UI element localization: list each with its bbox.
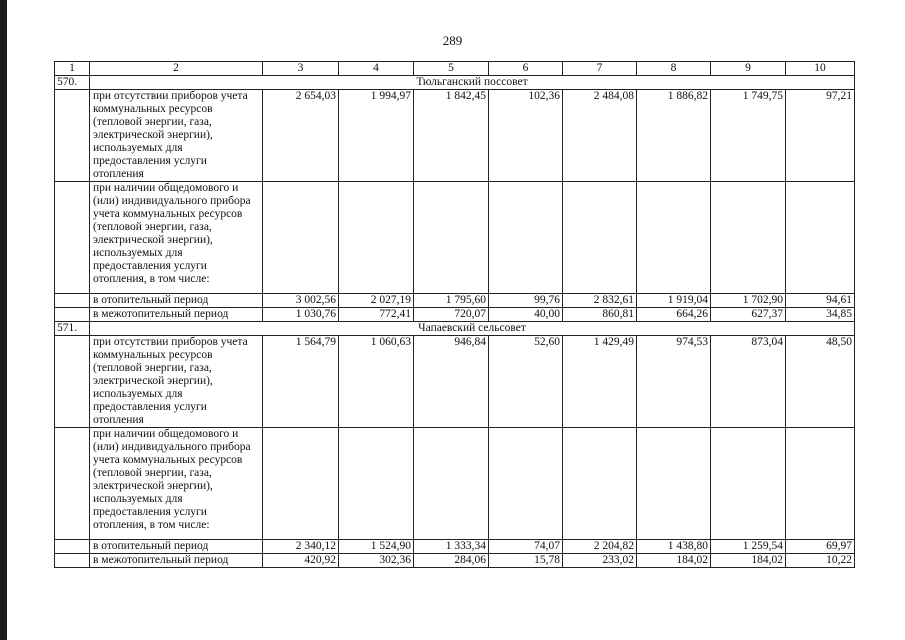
value-cell-col-9: [711, 182, 786, 294]
value-cell-col-8: [637, 182, 711, 294]
scan-edge-bar: [0, 0, 7, 640]
value-cell-col-3: 2 340,12: [263, 540, 339, 554]
value-cell-col-10: [786, 182, 855, 294]
value-cell-col-8: 974,53: [637, 336, 711, 428]
value-cell-col-3: [263, 182, 339, 294]
value-cell-col-8: 184,02: [637, 554, 711, 568]
value-cell-col-9: 1 702,90: [711, 294, 786, 308]
value-cell-col-5: 284,06: [414, 554, 489, 568]
table-row: [55, 336, 855, 428]
value-cell-col-4: [339, 182, 414, 294]
row-number-cell: [55, 294, 90, 308]
value-cell-col-5: 1 795,60: [414, 294, 489, 308]
column-header-6: 6: [489, 62, 563, 76]
table-row: [55, 554, 855, 568]
row-number-cell: [55, 428, 90, 540]
value-cell-col-8: 1 438,80: [637, 540, 711, 554]
value-cell-col-9: [711, 428, 786, 540]
value-cell-col-4: 2 027,19: [339, 294, 414, 308]
column-header-1: 1: [55, 62, 90, 76]
value-cell-col-4: 1 524,90: [339, 540, 414, 554]
value-cell-col-4: 1 060,63: [339, 336, 414, 428]
value-cell-col-10: 34,85: [786, 308, 855, 322]
value-cell-col-5: 946,84: [414, 336, 489, 428]
value-cell-col-7: 2 484,08: [563, 90, 637, 182]
section-number: 570.: [55, 76, 90, 90]
value-cell-col-10: 94,61: [786, 294, 855, 308]
section-title: Чапаевский сельсовет: [90, 322, 855, 336]
value-cell-col-3: 1 564,79: [263, 336, 339, 428]
value-cell-col-7: 2 204,82: [563, 540, 637, 554]
value-cell-col-4: 772,41: [339, 308, 414, 322]
column-header-5: 5: [414, 62, 489, 76]
value-cell-col-8: [637, 428, 711, 540]
section-title: Тюльганский поссовет: [90, 76, 855, 90]
row-label: при отсутствии приборов учета коммунальных ресурсов (тепловой энергии, газа, электрической энергии), используемых для предоставления услуги отопления: [90, 336, 263, 428]
row-number-cell: [55, 540, 90, 554]
value-cell-col-3: 2 654,03: [263, 90, 339, 182]
row-number-cell: [55, 554, 90, 568]
row-label: в отопительный период: [90, 294, 263, 308]
section-number: 571.: [55, 322, 90, 336]
value-cell-col-6: 102,36: [489, 90, 563, 182]
section-header-row: [55, 76, 855, 90]
row-number-cell: [55, 308, 90, 322]
value-cell-col-9: 873,04: [711, 336, 786, 428]
table-body: [55, 62, 855, 568]
value-cell-col-10: 69,97: [786, 540, 855, 554]
value-cell-col-10: 48,50: [786, 336, 855, 428]
value-cell-col-7: [563, 182, 637, 294]
row-label: в отопительный период: [90, 540, 263, 554]
column-header-3: 3: [263, 62, 339, 76]
value-cell-col-10: 10,22: [786, 554, 855, 568]
value-cell-col-5: [414, 428, 489, 540]
table-row: [55, 294, 855, 308]
column-header-9: 9: [711, 62, 786, 76]
value-cell-col-6: 15,78: [489, 554, 563, 568]
value-cell-col-6: [489, 428, 563, 540]
column-header-10: 10: [786, 62, 855, 76]
value-cell-col-10: 97,21: [786, 90, 855, 182]
value-cell-col-6: 99,76: [489, 294, 563, 308]
value-cell-col-5: 1 333,34: [414, 540, 489, 554]
row-number-cell: [55, 182, 90, 294]
table-row: [55, 540, 855, 554]
column-header-4: 4: [339, 62, 414, 76]
row-label: при отсутствии приборов учета коммунальных ресурсов (тепловой энергии, газа, электрической энергии), используемых для предоставления услуги отопления: [90, 90, 263, 182]
table-row: [55, 308, 855, 322]
page-number: 289: [442, 33, 463, 48]
value-cell-col-6: [489, 182, 563, 294]
row-label: в межотопительный период: [90, 308, 263, 322]
value-cell-col-3: 1 030,76: [263, 308, 339, 322]
row-number-cell: [55, 90, 90, 182]
table-row: [55, 428, 855, 540]
value-cell-col-8: 664,26: [637, 308, 711, 322]
value-cell-col-8: 1 919,04: [637, 294, 711, 308]
value-cell-col-7: 2 832,61: [563, 294, 637, 308]
value-cell-col-7: 233,02: [563, 554, 637, 568]
value-cell-col-4: [339, 428, 414, 540]
value-cell-col-6: 40,00: [489, 308, 563, 322]
value-cell-col-4: 302,36: [339, 554, 414, 568]
table-row: [55, 182, 855, 294]
value-cell-col-9: 627,37: [711, 308, 786, 322]
value-cell-col-3: 420,92: [263, 554, 339, 568]
value-cell-col-9: 1 749,75: [711, 90, 786, 182]
tariff-table: [54, 61, 855, 568]
table-row: [55, 90, 855, 182]
section-header-row: [55, 322, 855, 336]
value-cell-col-7: 860,81: [563, 308, 637, 322]
column-number-row: [55, 62, 855, 76]
value-cell-col-6: 52,60: [489, 336, 563, 428]
value-cell-col-8: 1 886,82: [637, 90, 711, 182]
value-cell-col-9: 184,02: [711, 554, 786, 568]
value-cell-col-9: 1 259,54: [711, 540, 786, 554]
row-number-cell: [55, 336, 90, 428]
column-header-7: 7: [563, 62, 637, 76]
value-cell-col-3: [263, 428, 339, 540]
value-cell-col-6: 74,07: [489, 540, 563, 554]
column-header-2: 2: [90, 62, 263, 76]
value-cell-col-7: 1 429,49: [563, 336, 637, 428]
row-label: в межотопительный период: [90, 554, 263, 568]
value-cell-col-10: [786, 428, 855, 540]
value-cell-col-5: 720,07: [414, 308, 489, 322]
value-cell-col-7: [563, 428, 637, 540]
value-cell-col-4: 1 994,97: [339, 90, 414, 182]
value-cell-col-5: 1 842,45: [414, 90, 489, 182]
column-header-8: 8: [637, 62, 711, 76]
value-cell-col-3: 3 002,56: [263, 294, 339, 308]
value-cell-col-5: [414, 182, 489, 294]
row-label: при наличии общедомового и (или) индивидуального прибора учета коммунальных ресурсов (тепловой энергии, газа, электрической энергии), используемых для предоставления услуги отопления, в том числе:: [90, 182, 263, 294]
row-label: при наличии общедомового и (или) индивидуального прибора учета коммунальных ресурсов (тепловой энергии, газа, электрической энергии), используемых для предоставления услуги отопления, в том числе:: [90, 428, 263, 540]
